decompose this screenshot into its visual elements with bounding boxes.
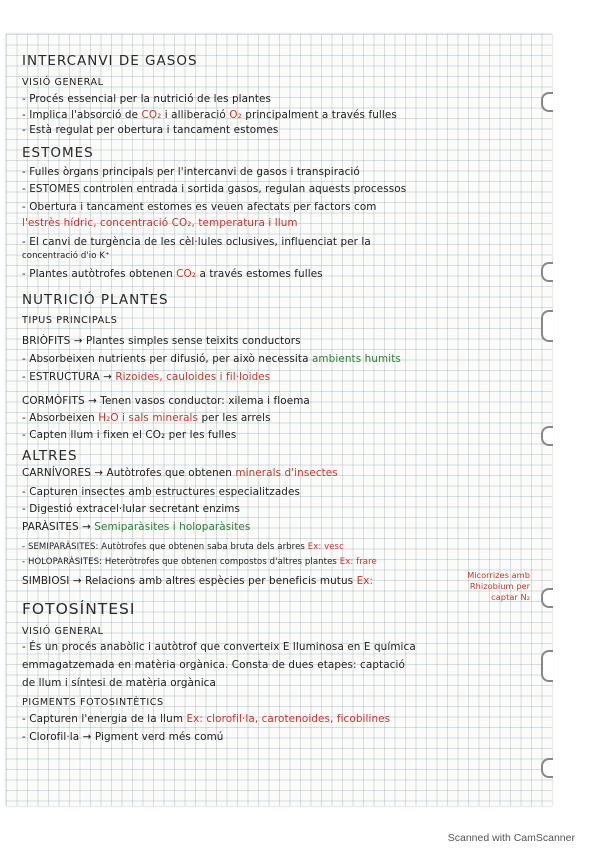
- note-line: CORMÒFITS → Tenen vasos conductor: xilema i floema: [22, 395, 310, 407]
- binder-hole: [541, 650, 553, 682]
- note-line: - Absorbeixen nutrients per difusió, per això necessita ambients humits: [22, 353, 401, 365]
- note-line: l'estrès hídric, concentració CO₂, temperatura i llum: [22, 217, 298, 229]
- binder-hole: [541, 758, 553, 778]
- binder-hole: [541, 426, 553, 446]
- note-line: - És un procés anabòlic i autòtrof que converteix E lluminosa en E química: [22, 641, 416, 653]
- note-line: - ESTRUCTURA → Rizoides, cauloides i fil·loides: [22, 371, 271, 383]
- note-line: PARÀSITES → Semiparàsites i holoparàsites: [22, 521, 251, 533]
- note-line: de llum i síntesi de matèria orgànica: [22, 677, 216, 689]
- note-line: CARNÍVORES → Autòtrofes que obtenen minerals d'insectes: [22, 467, 338, 479]
- margin-note: Micorrizes amb: [467, 570, 530, 580]
- note-line: - HOLOPARÀSITES: Heteròtrofes que obtenen compostos d'altres plantes Ex: frare: [22, 557, 377, 567]
- note-line: - Digestió extracel·lular secretant enzims: [22, 503, 241, 515]
- note-line: - Capten llum i fixen el CO₂ per les fulles: [22, 429, 237, 441]
- heading-estomes: ESTOMES: [22, 145, 94, 161]
- heading-altres: ALTRES: [22, 448, 78, 464]
- note-line: - El canvi de turgència de les cèl·lules oclusives, influenciat per la: [22, 236, 371, 248]
- heading-nutricio: NUTRICIÓ PLANTES: [22, 292, 169, 308]
- note-line: - Absorbeixen H₂O i sals minerals per les arrels: [22, 412, 271, 424]
- margin-note: captar N₂: [491, 592, 530, 602]
- margin-note: Rhizobium per: [469, 581, 530, 591]
- note-line: - Clorofil·la → Pigment verd més comú: [22, 731, 224, 743]
- note-line: emmagatzemada en matèria orgànica. Consta de dues etapes: captació: [22, 659, 405, 671]
- note-line: - Capturen insectes amb estructures especialitzades: [22, 486, 301, 498]
- note-line: - Procés essencial per la nutrició de les plantes: [22, 93, 271, 105]
- note-line: - Està regulat per obertura i tancament estomes: [22, 124, 279, 136]
- subheading: PIGMENTS FOTOSINTÈTICS: [22, 697, 164, 708]
- subheading: TIPUS PRINCIPALS: [22, 315, 118, 326]
- binder-hole: [541, 310, 553, 342]
- subheading: VISIÓ GENERAL: [22, 77, 104, 88]
- binder-hole: [541, 588, 553, 608]
- note-line: - Capturen l'energia de la llum Ex: clorofil·la, carotenoides, ficobilines: [22, 713, 391, 725]
- note-line: - Plantes autòtrofes obtenen CO₂ a través estomes fulles: [22, 268, 323, 280]
- note-line: - Obertura i tancament estomes es veuen afectats per factors com: [22, 201, 377, 213]
- binder-hole: [541, 92, 553, 112]
- note-line: BRIÒFITS → Plantes simples sense teixits conductors: [22, 335, 301, 347]
- note-line: - Implica l'absorció de CO₂ i alliberació O₂ principalment a través fulles: [22, 109, 397, 121]
- heading-fotosintesi: FOTOSÍNTESI: [22, 600, 136, 618]
- notebook-page: [6, 34, 552, 806]
- subheading: VISIÓ GENERAL: [22, 626, 104, 637]
- binder-hole: [541, 262, 553, 282]
- note-line: - SEMIPARÀSITES: Autòtrofes que obtenen saba bruta dels arbres Ex: vesc: [22, 542, 344, 552]
- note-line: SIMBIOSI → Relacions amb altres espècies per beneficis mutus Ex:: [22, 575, 374, 587]
- note-line: concentració d'io K⁺: [22, 251, 110, 261]
- heading-intercanvi: INTERCANVI DE GASOS: [22, 53, 198, 69]
- note-line: - Fulles òrgans principals per l'intercanvi de gasos i transpiració: [22, 166, 360, 178]
- note-line: - ESTOMES controlen entrada i sortida gasos, regulan aquests processos: [22, 183, 407, 195]
- scanner-watermark: Scanned with CamScanner: [447, 832, 575, 844]
